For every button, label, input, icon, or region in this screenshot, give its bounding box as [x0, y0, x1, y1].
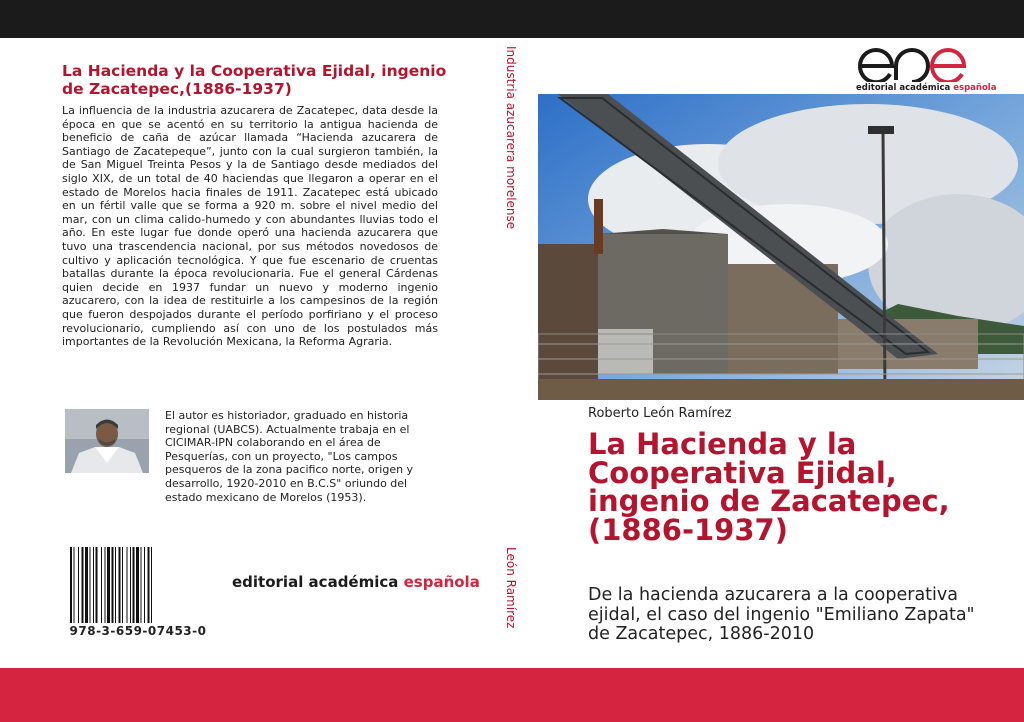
spine-title: Industria azucarera morelense	[504, 46, 518, 230]
publisher-name-main: editorial académica	[232, 573, 404, 591]
front-subtitle: De la hacienda azucarera a la cooperativa ejidal, el caso del ingenio "Emiliano Zapata" de Zacatepec, 1886-2010	[588, 585, 975, 644]
top-band	[0, 0, 1024, 38]
cover-photo-sugar-mill	[538, 94, 1024, 400]
isbn-number: 978-3-659-07453-0	[69, 624, 207, 638]
author-bio: El autor es historiador, graduado en historia regional (UABCS). Actualmente trabaja en el CICIMAR-IPN colaborando en el área de Pesquerías, con un proyecto, "Los campos pesqueros de la zona pacifico norte, origen y desarrollo, 1920-2010 en B.C.S" oriundo del estado mexicano de Morelos (1953).	[165, 409, 414, 504]
spine-author: León Ramírez	[504, 547, 518, 629]
publisher-name-back	[232, 573, 480, 591]
logo-caption-accent: española	[953, 83, 997, 93]
back-cover-title: La Hacienda y la Cooperativa Ejidal, ingenio de Zacatepec,(1886-1937)	[62, 62, 447, 98]
publisher-name-accent: española	[403, 573, 480, 591]
back-cover-blurb: La influencia de la industria azucarera de Zacatepec, data desde la época en que se acentó en su territorio la antigua hacienda de beneficio de caña de azúcar llamada “Hacienda azucarera de Santiago de Zacatepeque”, junto con la cual surgieron también, la de San Miguel Treinta Pesos y la de Santiago desde mediados del siglo XIX, de un total de 40 haciendas que llegaron a operar en el estado de Morelos hacia finales de 1911. Zacatepec está ubicado en un fértil valle que se forma a 920 m. sobre el nivel medio del mar, con un clima calido-humedo y con abundantes lluvias todo el año. En este lugar fue donde operó una hacienda azucarera que tuvo una trascendencia nacional, por sus métodos novedosos de cultivo y aplicación tecnológica. Y que fue escenario de cruentas batallas durante la época revolucionaria. Fue el general Cárdenas quien decide en 1937 fundar un nuevo y moderno ingenio azucarero, con la idea de restituirle a los campesinos de la región que fueron despojados durante el período porfiriano y el proceso revolucionario, cumpliendo así con uno de los postulados más importantes de la Revolución Mexicana, la Reforma Agraria.	[62, 104, 438, 349]
logo-caption	[856, 83, 996, 93]
logo-caption-main: editorial académica	[856, 83, 954, 93]
bottom-band	[0, 668, 1024, 722]
barcode	[68, 547, 208, 623]
front-title: La Hacienda y la Cooperativa Ejidal, ingenio de Zacatepec,(1886-1937)	[588, 427, 950, 547]
author-photo	[65, 409, 149, 473]
front-author: Roberto León Ramírez	[588, 406, 732, 421]
